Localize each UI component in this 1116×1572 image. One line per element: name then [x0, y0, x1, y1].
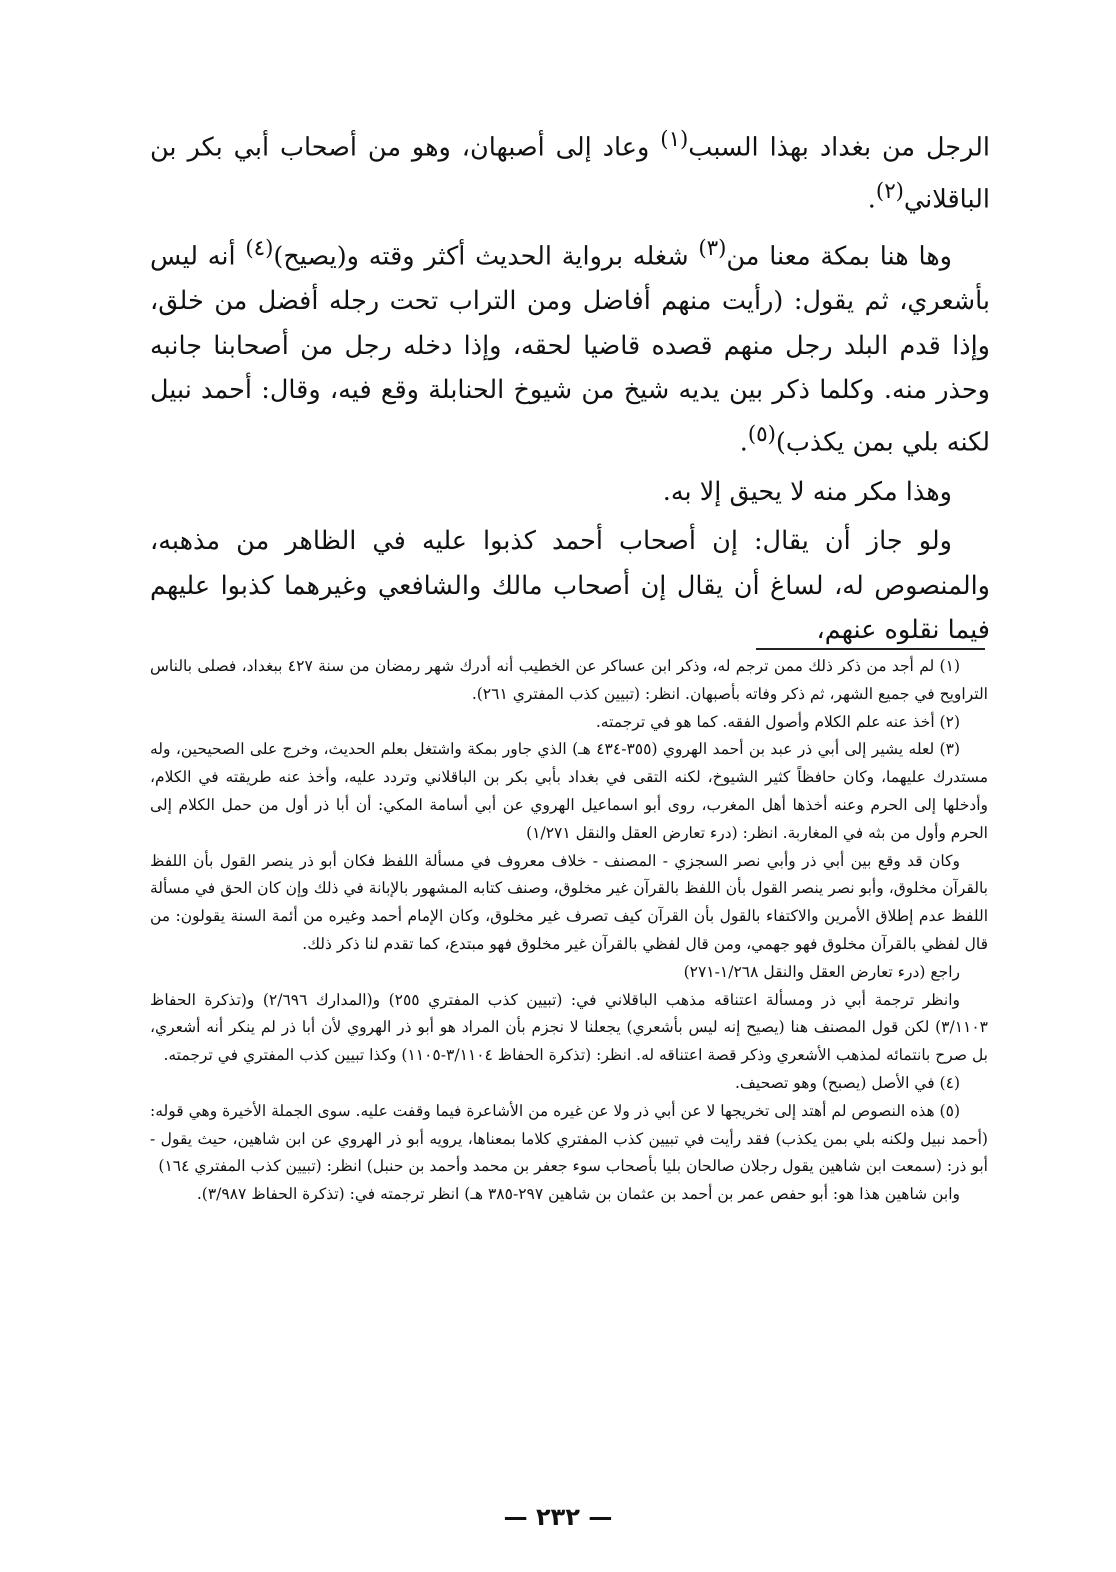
- paragraph-3: وهذا مكر منه لا يحيق إلا به.: [662, 476, 952, 507]
- footnote-5: (٥) هذه النصوص لم أهتد إلى تخريجها لا عن أبي ذر ولا عن غيره من الأشاعرة فيما وقفت عليه. سوى الجملة الأخيرة وهي قوله: (أحمد نبيل ولكنه بلي بمن يكذب) فقد رأيت في تبيين كذب المفتري كلاما بمعناها، يرويه أبو ذر الهروي عن ابن شاهين، حيث يقول - أبو ذر: (سمعت ابن شاهين يقول رجلان صالحان بليا بأصحاب سوء جعفر بن محمد وأحمد بن حنبل) انظر: (تبيين كذب المفتري ١٦٤): [150, 1101, 988, 1176]
- footnote-4: (٤) في الأصل (يصبح) وهو تصحيف.: [734, 1073, 960, 1092]
- footnote-ref-1: (١): [660, 127, 689, 152]
- footnote-3: (٣) لعله يشير إلى أبي ذر عبد بن أحمد الهروي (٣٥٥-٤٣٤ هـ) الذي جاور بمكة واشتغل بعلم الحديث، وخرج على الصحيحين، وله مستدرك عليهما، وكان حافظاً كثير الشيوخ، لكنه التقى في بغداد بأبي بكر بن الباقلاني وتردد عليه، وأخذ عنه طريقته في الكلام، وأدخلها إلى الحرم وعنه أخذها أهل المغرب، روى أبو اسماعيل الهروي عن أبي أسامة المكي: أن أبا ذر أول من حمل الكلام إلى الحرم وأول من بثه في المغاربة. انظر: (درء تعارض العقل والنقل ١/٢٧١): [150, 740, 988, 842]
- text-span: أنه ليس بأشعري، ثم يقول: (رأيت منهم أفاضل ومن التراب تحت رجله أفضل من خلق، وإذا قدم البلد رجل منهم قصده قاضيا لحقه، وإذا دخله رجل من أصحابنا جانبه وحذر منه. وكلما ذكر بين يديه شيخ من شيوخ الحنابلة وقع فيه، وقال: أحمد نبيل لكنه بلي بمن يكذب): [150, 241, 990, 457]
- paragraph-2: [150, 227, 990, 465]
- footnote-divider: [756, 648, 985, 650]
- footnote-ref-2: (٢): [875, 179, 904, 204]
- footnote-ref-3: (٣): [698, 236, 727, 261]
- text-span: الرجل من بغداد بهذا السبب: [688, 132, 990, 163]
- footnote-3-reference: راجع (درء تعارض العقل والنقل ١/٢٦٨-٢٧١): [683, 962, 960, 981]
- text-span: .: [739, 427, 748, 457]
- footnote-1: (١) لم أجد من ذكر ذلك ممن ترجم له، وذكر ابن عساكر عن الخطيب أنه أدرك شهر رمضان من سنة ٤٢٧ ببغداد، فصلى بالناس التراويح في جميع الشهر، ثم ذكر وفاته بأصبهان. انظر: (تبيين كذب المفتري ٢٦١).: [150, 657, 988, 703]
- footnote-ref-5: (٥): [747, 421, 776, 447]
- footnote-3-see-also: وانظر ترجمة أبي ذر ومسألة اعتناقه مذهب الباقلاني في: (تبيين كذب المفتري ٢٥٥) و(المدارك ٢/٦٩٦) و(تذكرة الحفاظ ٣/١١٠٣) لكن قول المصنف هنا (يصيح إنه ليس بأشعري) يجعلنا لا نجزم بأن المراد هو أبو ذر الهروي لأن أبا ذر لم ينكر أنه أشعري، بل صرح بانتمائه لمذهب الأشعري وذكر قصة اعتناقه له. انظر: (تذكرة الحفاظ ٣/١١٠٤-١١٠٥) وكذا تبيين كذب المفتري في ترجمته.: [150, 990, 988, 1065]
- footnote-3-continued: وكان قد وقع بين أبي ذر وأبي نصر السجزي - المصنف - خلاف معروف في مسألة اللفظ فكان أبو ذر ينصر القول بأن اللفظ بالقرآن مخلوق، وأبو نصر ينصر القول بأن اللفظ بالقرآن غير مخلوق، وصنف كتابه المشهور بالإبانة في ذلك وإن كان الحق في مسألة اللفظ عدم إطلاق الأمرين والاكتفاء بالقول بأن القرآن كيف تصرف غير مخلوق، وكان الإمام أحمد وغيره من أئمة السنة يقولون: من قال لفظي بالقرآن مخلوق فهو جهمي، ومن قال لفظي بالقرآن غير مخلوق فهو مبتدع، كما تقدم لنا ذكر ذلك.: [150, 851, 988, 953]
- paragraph-1: [150, 118, 990, 222]
- footnote-5-continued: وابن شاهين هذا هو: أبو حفص عمر بن أحمد بن عثمان بن شاهين ٢٩٧-٣٨٥ هـ) انظر ترجمته في: (تذكرة الحفاظ ٣/٩٨٧).: [196, 1185, 960, 1204]
- paragraph-4: ولو جاز أن يقال: إن أصحاب أحمد كذبوا عليه في الظاهر من مذهبه، والمنصوص له، لساغ أن يقال إن أصحاب مالك والشافعي وغيرهما كذبوا عليهم فيما نقلوه عنهم،: [150, 526, 990, 645]
- text-span: وها هنا بمكة معنا من: [726, 241, 952, 272]
- page-number: — ٢٣٢ —: [503, 1503, 613, 1531]
- footnote-2: (٢) أخذ عنه علم الكلام وأصول الفقه. كما هو في ترجمته.: [595, 712, 960, 731]
- footnote-ref-4: (٤): [245, 236, 274, 261]
- text-span: .: [867, 184, 876, 215]
- text-span: وعاد إلى أصبهان، وهو من أصحاب أبي بكر بن الباقلاني: [150, 132, 990, 215]
- main-text: [150, 118, 990, 653]
- footnotes: [150, 653, 988, 1209]
- text-span: شغله برواية الحديث أكثر وقته و(يصيح): [273, 241, 699, 272]
